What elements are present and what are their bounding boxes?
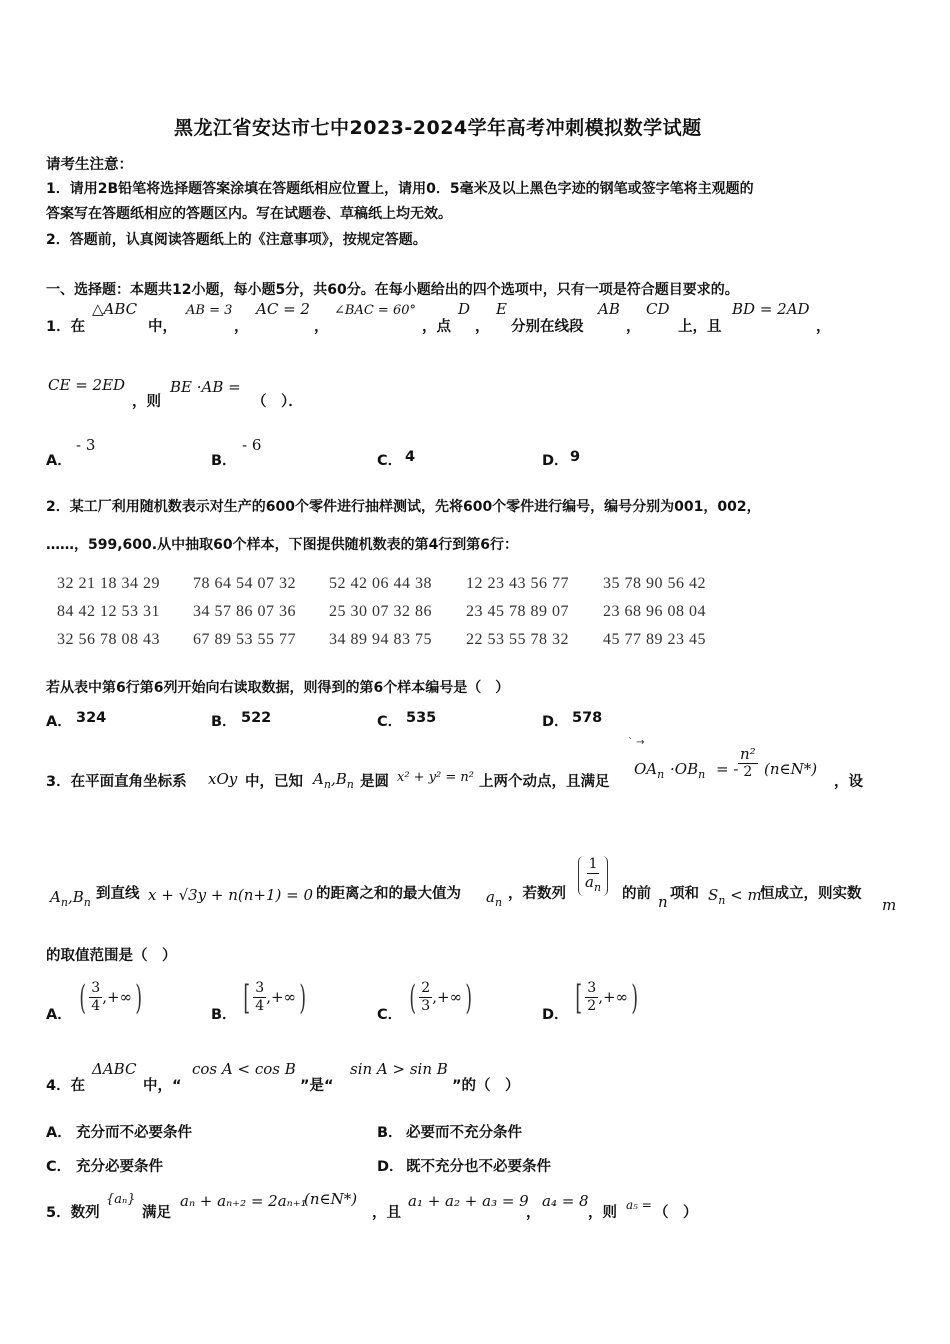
q3-text: 项和 (670, 886, 699, 902)
table-cell: 22 53 55 78 32 (466, 631, 569, 648)
q3-vector-oa: $OA_n$ (634, 760, 665, 781)
q3-text: ，若数列 (508, 886, 566, 902)
q5-answer-paren: （ ） (654, 1205, 698, 1221)
q5-a4: a₄ = 8 (542, 1192, 589, 1210)
table-cell: 78 64 54 07 32 (193, 575, 296, 592)
notice-heading: 请考生注意： (46, 157, 133, 173)
table-cell: 67 89 53 55 77 (193, 631, 296, 648)
q4-text: ”是“ (300, 1078, 334, 1094)
table-cell: 84 42 12 53 31 (57, 603, 160, 620)
q1-ce-relation: CE = 2ED (48, 376, 126, 394)
q1-answer-paren: （ ）． (252, 394, 303, 410)
section-heading: 一、选择题：本题共12小题，每小题5分，共60分。在每小题给出的四个选项中，只有一项是符合题目要求的。 (46, 282, 739, 298)
q1-option-b-value: - 6 (242, 436, 262, 454)
q4-option-c-value: 充分必要条件 (76, 1159, 163, 1175)
q4-option-d-value: 既不充分也不必要条件 (406, 1159, 551, 1175)
q5-recurrence: aₙ + aₙ₊₂ = 2aₙ₊₁ (180, 1192, 307, 1210)
q1-text: 中， (148, 319, 177, 335)
q1-comma: ， (314, 319, 329, 335)
q3-text: 的前 (622, 886, 651, 902)
q3-option-a-interval: ( $\frac{3}{4}$ ,+∞) (79, 977, 142, 1018)
table-cell: 52 42 06 44 38 (329, 575, 432, 592)
q2-option-a-value: 324 (76, 710, 107, 726)
q1-ab-length: AB = 3 (186, 303, 233, 318)
q1-comma: ， (816, 319, 831, 335)
q2-option-d: D． (542, 714, 569, 730)
q3-sum: $S_n < m$ (708, 886, 762, 907)
q4-text: 4．在 (46, 1078, 86, 1094)
q4-condition-cos: cos A < cos B (192, 1060, 296, 1078)
page-title: 黑龙江省安达市七中2023-2024学年高考冲刺模拟数学试题 (174, 117, 702, 139)
q3-option-d: D． (542, 1007, 569, 1023)
table-cell: 34 89 94 83 75 (329, 631, 432, 648)
q3-vector-ob: $\cdot OB_n$ (670, 760, 706, 781)
q1-ac-length: AC = 2 (256, 300, 310, 318)
q5-text: ，且 (372, 1205, 401, 1221)
q5-text: 满足 (142, 1205, 171, 1221)
q2-question: 若从表中第6行第6列开始向右读取数据，则得到的第6个样本编号是（ ） (46, 680, 510, 696)
q3-text: 3．在平面直角坐标系 (46, 774, 187, 790)
q1-option-c: C． (377, 453, 403, 469)
q1-dot-product: BE ·AB = (170, 378, 241, 396)
q3-text: 上两个动点，且满足 (479, 774, 610, 790)
q1-comma: ， (626, 319, 641, 335)
table-cell: 12 23 43 56 77 (466, 575, 569, 592)
table-cell: 34 57 86 07 36 (193, 603, 296, 620)
q1-comma: ， (234, 319, 249, 335)
q3-option-c-interval: ( $\frac{2}{3}$ ,+∞) (409, 977, 472, 1018)
q5-text: 5．数列 (46, 1205, 100, 1221)
q2-text-line-1: 2．某工厂利用随机数表示对生产的600个零件进行抽样测试，先将600个零件进行编号，编号分别为001，002， (46, 499, 761, 515)
q1-text: ，则 (132, 394, 161, 410)
notice-item-1-cont: 答案写在答题纸相应的答题区内。写在试题卷、草稿纸上均无效。 (46, 206, 452, 222)
q5-text: ，则 (588, 1205, 617, 1221)
q3-circle-equation: x² + y² = n² (397, 770, 474, 785)
q2-option-c-value: 535 (406, 710, 437, 726)
q5-condition: (n∈N*) (304, 1190, 358, 1208)
q3-equals: = - (716, 760, 739, 778)
q3-condition: (n∈N*) (764, 760, 818, 778)
q1-bd-relation: BD = 2AD (732, 300, 810, 318)
q3-line-equation: x + √3y + n(n+1) = 0 (148, 886, 314, 904)
q4-option-b-value: 必要而不充分条件 (406, 1125, 522, 1141)
notice-item-2: 2．答题前，认真阅读答题纸上的《注意事项》，按规定答题。 (46, 232, 427, 248)
q3-question-end: 的取值范围是（ ） (46, 948, 177, 964)
q1-segment-cd: CD (646, 300, 670, 318)
q1-prefix: 1．在 (46, 319, 86, 335)
q2-option-a: A． (46, 714, 72, 730)
q3-text: 中，已知 (245, 774, 303, 790)
q5-sum: a₁ + a₂ + a₃ = 9 (408, 1192, 529, 1210)
q3-option-a: A． (46, 1007, 72, 1023)
q1-angle: ∠BAC = 60° (334, 303, 416, 318)
q4-option-c: C． (46, 1159, 72, 1175)
q1-triangle: △ABC (92, 300, 138, 318)
table-cell: 35 78 90 56 42 (603, 575, 706, 592)
q3-vector-arrows: ˋ → (628, 737, 645, 748)
q2-text-line-2: ……，599,600.从中抽取60个样本，下图提供随机数表的第4行到第6行： (46, 537, 519, 553)
q3-text: 恒成立，则实数 (760, 886, 862, 902)
q1-text: 分别在线段 (511, 319, 584, 335)
q1-text: 上，且 (678, 319, 722, 335)
q3-points: $A_n,B_n$ (50, 888, 91, 909)
q4-triangle: ΔABC (92, 1060, 137, 1078)
q1-option-a-value: - 3 (76, 436, 96, 454)
q1-segment-ab: AB (598, 300, 620, 318)
q3-sequence-a: $a_n$ (486, 888, 503, 909)
q2-option-b: B． (211, 714, 237, 730)
q4-text: 中，“ (143, 1078, 182, 1094)
q2-option-c: C． (377, 714, 403, 730)
q1-point-e: E (496, 300, 507, 318)
q4-option-d: D． (377, 1159, 404, 1175)
q1-option-d-value: 9 (570, 449, 581, 465)
q4-text: ”的（ ） (452, 1078, 520, 1094)
q3-option-b: B． (211, 1007, 237, 1023)
q1-text: ，点 (422, 319, 451, 335)
q5-a5: a₅ = (626, 1198, 652, 1212)
notice-item-1: 1．请用2B铅笔将选择题答案涂填在答题纸相应位置上，请用0．5毫米及以上黑色字迹的钢笔或签字笔将主观题的 (46, 181, 754, 197)
q2-option-d-value: 578 (572, 710, 603, 726)
table-cell: 23 68 96 08 04 (603, 603, 706, 620)
table-cell: 45 77 89 23 45 (603, 631, 706, 648)
q4-option-b: B． (377, 1125, 403, 1141)
q3-option-d-interval: [ $\frac{3}{2}$ ,+∞) (575, 977, 638, 1018)
q3-text: 是圆 (360, 774, 389, 790)
q1-option-b: B． (211, 453, 237, 469)
q3-option-b-interval: [ $\frac{3}{4}$ ,+∞) (243, 977, 306, 1018)
q3-sequence-reciprocal: $\frac{1}{a_n}$ (578, 856, 608, 896)
table-cell: 32 56 78 08 43 (57, 631, 160, 648)
table-cell: 23 45 78 89 07 (466, 603, 569, 620)
table-cell: 25 30 07 32 86 (329, 603, 432, 620)
q3-n: n (658, 893, 668, 911)
q3-points: $A_n,B_n$ (313, 770, 354, 791)
q3-text: 的距离之和的最大值为 (316, 886, 461, 902)
q1-option-c-value: 4 (405, 449, 416, 465)
q3-option-c: C． (377, 1007, 403, 1023)
q3-coordinate-system: xOy (208, 770, 238, 788)
q3-text: ，设 (834, 774, 863, 790)
q3-fraction: $\frac{\text{n²}}{2}$ (740, 745, 756, 780)
q1-point-d: D (458, 300, 471, 318)
q1-comma: ， (475, 319, 490, 335)
q4-option-a: A． (46, 1125, 72, 1141)
q1-option-d: D． (542, 453, 569, 469)
q1-option-a: A． (46, 453, 72, 469)
q4-condition-sin: sin A > sin B (350, 1060, 448, 1078)
q4-option-a-value: 充分而不必要条件 (76, 1125, 192, 1141)
q5-text: ， (526, 1205, 541, 1221)
q3-point-a: A (313, 770, 324, 788)
q3-text: 到直线 (96, 886, 140, 902)
table-cell: 32 21 18 34 29 (57, 575, 160, 592)
q5-sequence: {aₙ} (106, 1192, 136, 1207)
q2-option-b-value: 522 (241, 710, 272, 726)
q3-m: m (882, 896, 897, 914)
